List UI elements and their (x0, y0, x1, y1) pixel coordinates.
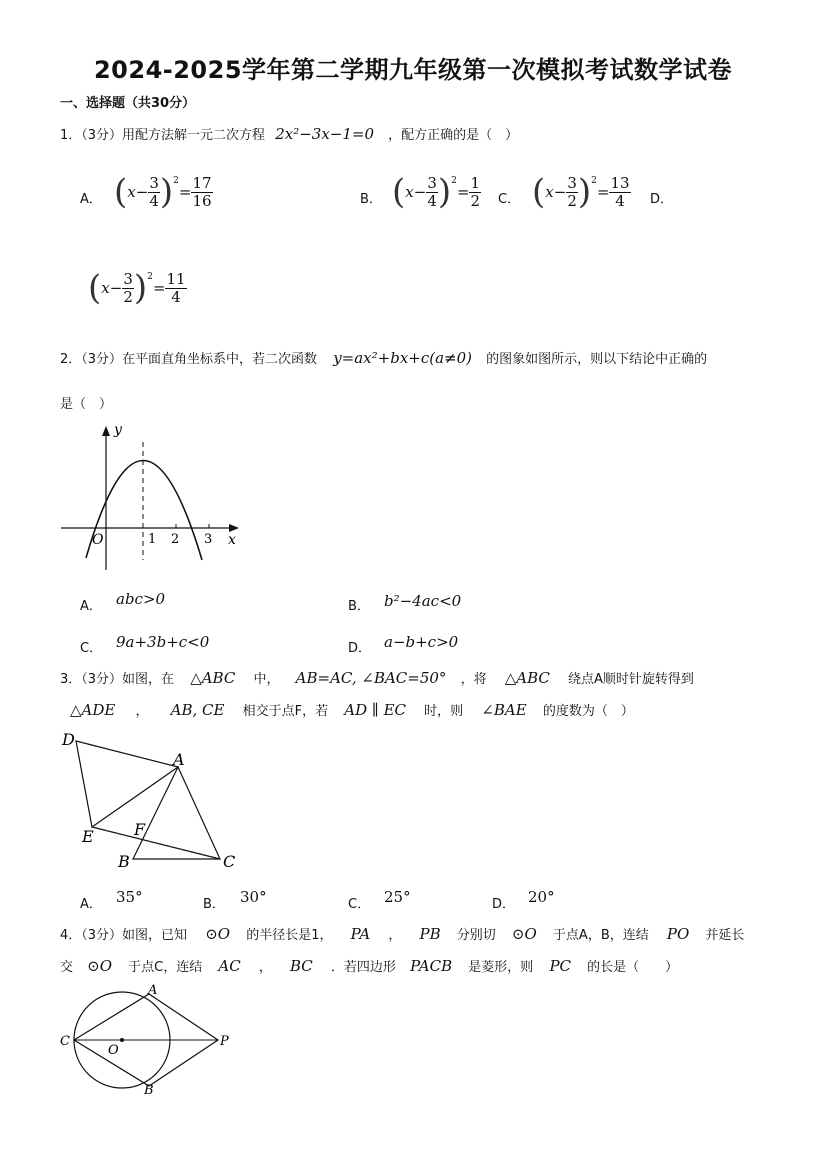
option-a-label[interactable]: A． (80, 192, 102, 207)
section-heading: 一、选择题（共30分） (60, 96, 196, 111)
point-d-label: D (62, 730, 75, 749)
equation: 2x²−3x−1=0 (275, 125, 374, 143)
tick-label-2: 2 (171, 532, 180, 547)
point-f-label: F (134, 820, 146, 839)
option-c-value[interactable]: 25° (384, 888, 411, 906)
option-d-value[interactable]: 20° (528, 888, 555, 906)
y-axis-label: y (114, 422, 122, 438)
x-axis-arrow (229, 524, 239, 532)
x-axis-label: x (228, 532, 236, 548)
question-2-stem-cont: 是（ ） (60, 397, 113, 412)
option-d-formula[interactable]: a−b+c>0 (384, 633, 459, 651)
y-axis-arrow (102, 426, 110, 436)
triangle-ade (76, 741, 178, 827)
segment-ec (92, 827, 220, 859)
option-b-formula[interactable]: ( x − $\frac{3}{4}$ ) $^2$ = $\frac{1}{2}$ (392, 172, 480, 212)
parabola-graph (56, 420, 246, 580)
option-a-formula[interactable]: ( x − $\frac{3}{4}$ ) $^2$ = $\frac{17}{16}$ (114, 172, 212, 212)
rotation-figure (56, 725, 246, 875)
option-c-formula[interactable]: 9a+3b+c<0 (116, 633, 210, 651)
option-d-formula[interactable]: ( x − $\frac{3}{2}$ ) $^2$ = $\frac{11}{4}$ (88, 268, 186, 308)
option-d-label[interactable]: D． (348, 641, 372, 656)
origin-label: O (92, 532, 104, 548)
option-d-label[interactable]: D． (650, 192, 674, 207)
option-d-label[interactable]: D． (492, 897, 516, 912)
option-a-label[interactable]: A． (80, 599, 102, 614)
option-a-formula[interactable]: abc>0 (116, 590, 166, 608)
point-c-label: C (60, 1034, 70, 1049)
option-c-label[interactable]: C． (80, 641, 103, 656)
page-title: 2024-2025学年第二学期九年级第一次模拟考试数学试卷 (93, 56, 733, 84)
center-o (120, 1038, 124, 1042)
option-b-value[interactable]: 30° (240, 888, 267, 906)
option-c-label[interactable]: C． (498, 192, 521, 207)
option-b-label[interactable]: B． (348, 599, 370, 614)
point-p-label: P (220, 1034, 229, 1049)
point-e-label: E (82, 827, 94, 846)
question-1-stem: 1．（3分）用配方法解一元二次方程 2x²−3x−1=0 ，配方正确的是（ ） (60, 125, 519, 143)
question-3-stem: 3．（3分）如图，在 △ABC 中， AB=AC, ∠BAC=50° ，将 △ABC 绕点A顺时针旋转得到 (60, 669, 694, 687)
point-b-label: B (144, 1083, 154, 1098)
option-a-label[interactable]: A． (80, 897, 102, 912)
equation: y=ax²+bx+c(a≠0) (333, 349, 473, 367)
triangle-abc (133, 767, 220, 859)
point-c-label: C (223, 852, 236, 871)
question-3-stem-cont: △ADE ， AB, CE 相交于点F，若 AD ∥ EC 时，则 ∠BAE 的度数为（ ） (70, 701, 634, 719)
option-b-formula[interactable]: b²−4ac<0 (384, 592, 462, 610)
question-4-stem-cont: 交 ⊙O 于点C，连结 AC ， BC ．若四边形 PACB 是菱形，则 PC 的长是（ ） (60, 957, 679, 975)
option-c-label[interactable]: C． (348, 897, 371, 912)
option-a-value[interactable]: 35° (116, 888, 143, 906)
option-c-formula[interactable]: ( x − $\frac{3}{2}$ ) $^2$ = $\frac{13}{4}$ (532, 172, 630, 212)
circle-tangent-figure (56, 982, 246, 1100)
point-a-label: A (148, 983, 158, 998)
point-b-label: B (118, 852, 130, 871)
point-a-label: A (173, 750, 185, 769)
question-2-stem: 2．（3分）在平面直角坐标系中，若二次函数 y=ax²+bx+c(a≠0) 的图象如图所示，则以下结论中正确的 (60, 349, 708, 367)
option-b-label[interactable]: B． (203, 897, 225, 912)
point-o-label: O (108, 1043, 119, 1058)
question-4-stem: 4．（3分）如图，已知 ⊙O 的半径长是1， PA ， PB 分别切 ⊙O 于点A，B，连结 PO 并延长 (60, 925, 745, 943)
option-b-label[interactable]: B． (360, 192, 382, 207)
tick-label-3: 3 (204, 532, 213, 547)
tick-label-1: 1 (148, 532, 157, 547)
